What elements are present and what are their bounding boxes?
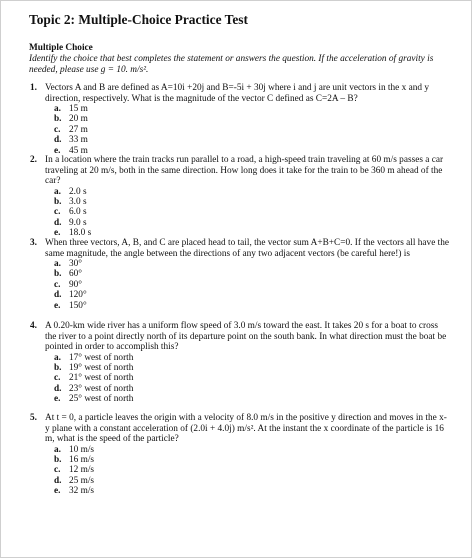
question-number: 4. [30,321,37,331]
choice-letter: b. [54,454,62,465]
choice-d[interactable] [54,290,449,300]
question-text: At t = 0, a particle leaves the origin with a velocity of 8.0 m/s in the positive y direction and moves in the x-y plane with a constant acceleration of (2.0i + 4.0j) m/s². At the instant the x coordinate of the particle is 16 m, what is the speed of the particle? [45,413,447,444]
choice-text: 10 m/s [69,444,95,455]
choice-text: 21° west of north [69,373,134,384]
choice-c[interactable] [54,207,449,217]
section-header [29,43,449,76]
choice-e[interactable] [54,301,449,311]
question-2 [29,155,449,238]
question-text: A 0.20-km wide river has a uniform flow speed of 3.0 m/s toward the east. It takes 20 s for a boat to cross the river to a point directly north of its departure point on the south bank. In what direction must the boat be pointed in order to accomplish this? [45,321,447,352]
choice-letter: b. [54,362,62,373]
choice-letter: d. [54,290,62,301]
choice-text: 6.0 s [69,207,87,218]
choice-c[interactable] [54,280,449,290]
choice-b[interactable] [54,455,449,465]
choice-b[interactable] [54,363,449,373]
choice-text: 17° west of north [69,352,134,363]
question-number: 3. [30,238,37,248]
choice-b[interactable] [54,197,449,207]
choice-text: 32 m/s [69,486,95,497]
choice-a[interactable] [54,104,449,114]
choice-letter: c. [54,373,61,384]
choice-a[interactable] [54,187,449,197]
choice-text: 12 m/s [69,465,95,476]
choice-text: 23° west of north [69,383,134,394]
choice-list [29,104,449,156]
choice-letter: a. [54,104,61,114]
choice-text: 18.0 s [69,228,92,239]
choice-list [29,353,449,405]
choice-letter: e. [54,486,61,497]
choice-a[interactable] [54,259,449,269]
choice-text: 20 m [69,114,88,125]
choice-text: 9.0 s [69,217,87,228]
choice-letter: e. [54,228,61,239]
choice-e[interactable] [54,228,449,238]
choice-c[interactable] [54,125,449,135]
choice-d[interactable] [54,384,449,394]
choice-c[interactable] [54,465,449,475]
choice-text: 16 m/s [69,454,95,465]
choice-e[interactable] [54,394,449,404]
choice-b[interactable] [54,269,449,279]
choice-text: 25 m/s [69,475,95,486]
choice-text: 33 m [69,135,88,146]
choice-letter: d. [54,383,62,394]
choice-letter: e. [54,300,61,311]
choice-letter: d. [54,217,62,228]
section-heading: Multiple Choice [29,43,93,53]
choice-letter: c. [54,465,61,476]
choice-letter: c. [54,279,61,290]
choice-a[interactable] [54,353,449,363]
instructions: Identify the choice that best completes the statement or answers the question. If the acceleration of gravity is needed, please use g = 10. m/s². [29,54,434,75]
choice-text: 30° [69,259,83,269]
question-1 [29,83,449,156]
choice-d[interactable] [54,135,449,145]
question-5 [29,413,449,496]
choice-text: 2.0 s [69,186,87,197]
question-text: Vectors A and B are defined as A=10i +20j and B=-5i + 30j where i and j are unit vectors in the x and y direction, respectively. What is the magnitude of the vector C defined as C=2A – B? [45,83,429,104]
choice-letter: b. [54,114,62,125]
choice-text: 60° [69,269,83,280]
choice-letter: d. [54,135,62,146]
question-number: 1. [30,83,37,93]
choice-a[interactable] [54,445,449,455]
choice-b[interactable] [54,114,449,124]
question-text: In a location where the train tracks run parallel to a road, a high-speed train traveling at 60 m/s passes a car traveling at 20 m/s, both in the same direction. How long does it take for the train to be 360 m ahead of the car? [45,155,444,186]
choice-d[interactable] [54,476,449,486]
choice-letter: a. [54,186,61,197]
choice-text: 25° west of north [69,394,134,405]
choice-text: 150° [69,300,87,311]
question-text: When three vectors, A, B, and C are placed head to tail, the vector sum A+B+C=0. If the vectors all have the same magnitude, the angle between the directions of any two adjacent vectors (be careful here!) is [45,238,450,259]
choice-letter: a. [54,444,61,455]
choice-text: 90° [69,279,83,290]
choice-text: 3.0 s [69,196,87,207]
choice-d[interactable] [54,218,449,228]
question-number: 2. [30,155,37,165]
choice-list [29,445,449,497]
choice-letter: b. [54,269,62,280]
choice-text: 19° west of north [69,362,134,373]
choice-c[interactable] [54,373,449,383]
choice-list [29,259,449,311]
choice-text: 45 m [69,145,88,156]
choice-letter: c. [54,124,61,135]
choice-letter: a. [54,352,61,363]
choice-letter: c. [54,207,61,218]
choice-text: 120° [69,290,87,301]
page-title: Topic 2: Multiple-Choice Practice Test [29,12,248,27]
choice-letter: a. [54,259,61,269]
choice-letter: b. [54,196,62,207]
choice-text: 15 m [69,104,88,114]
question-4 [29,321,449,404]
choice-letter: e. [54,145,61,156]
choice-list [29,187,449,239]
question-3 [29,238,449,311]
question-number: 5. [30,413,37,423]
choice-e[interactable] [54,486,449,496]
choice-letter: e. [54,394,61,405]
choice-letter: d. [54,475,62,486]
choice-text: 27 m [69,124,88,135]
